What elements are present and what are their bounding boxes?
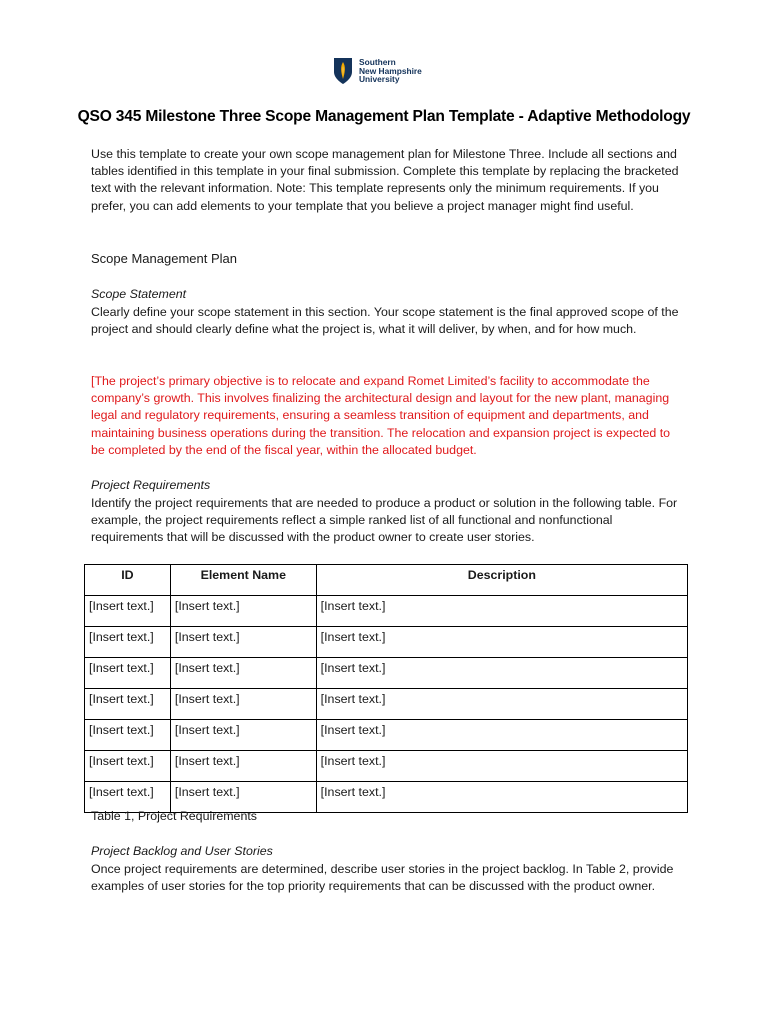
cell-id[interactable]: [Insert text.] [85, 720, 171, 751]
scope-statement-instructions: Clearly define your scope statement in this section. Your scope statement is the final approved scope of the project and should clearly define what the project is, what it will deliver, by when, and for how much. [91, 305, 679, 337]
column-header-element-name: Element Name [170, 565, 316, 596]
cell-description[interactable]: [Insert text.] [316, 689, 687, 720]
cell-description[interactable]: [Insert text.] [316, 751, 687, 782]
cell-description[interactable]: [Insert text.] [316, 782, 687, 813]
cell-id[interactable]: [Insert text.] [85, 658, 171, 689]
university-logo [333, 56, 422, 86]
cell-id[interactable]: [Insert text.] [85, 596, 171, 627]
scope-statement-heading: Scope Statement [91, 287, 187, 301]
logo-line-1: Southern [359, 56, 396, 67]
table-caption: Table 1, Project Requirements [91, 809, 257, 823]
scope-statement-answer[interactable]: [The project’s primary objective is to relocate and expand Romet Limited’s facility to accommodate the company’s growth. This involves finalizing the architectural design and layout for the new plant, managing legal and regulatory requirements, ensuring a seamless transition of equipment and departments, and maintaining business operations during the transition. The relocation and expansion project is expected to be completed by the end of the fiscal year, within the allocated budget. [91, 374, 671, 457]
cell-element-name[interactable]: [Insert text.] [170, 658, 316, 689]
cell-description[interactable]: [Insert text.] [316, 627, 687, 658]
project-requirements-instructions: Identify the project requirements that are needed to produce a product or solution in the following table. For example, the project requirements reflect a simple ranked list of all functional and nonfunctional requirements that will be discussed with the product owner to create user stories. [91, 496, 678, 545]
intro-paragraph: Use this template to create your own scope management plan for Milestone Three. Include all sections and tables identified in this template in your final submission. Complete this template by replacing the bracketed text with the relevant information. Note: This template represents only the minimum requirements. If you prefer, you can add elements to your template that you believe a project manager might find useful. [91, 147, 679, 213]
cell-description[interactable]: [Insert text.] [316, 658, 687, 689]
document-title: QSO 345 Milestone Three Scope Management Plan Template - Adaptive Methodology [77, 108, 691, 125]
table-row [85, 689, 688, 720]
section-heading: Scope Management Plan [91, 251, 237, 266]
column-header-id: ID [85, 565, 171, 596]
table-row [85, 751, 688, 782]
cell-element-name[interactable]: [Insert text.] [170, 751, 316, 782]
cell-description[interactable]: [Insert text.] [316, 720, 687, 751]
logo-line-3: University [359, 74, 400, 85]
table-row [85, 596, 688, 627]
cell-element-name[interactable]: [Insert text.] [170, 720, 316, 751]
backlog-instructions: Once project requirements are determined, describe user stories in the project backlog. In Table 2, provide examples of user stories for the top priority requirements that can be discussed with the product owner. [91, 862, 674, 894]
cell-id[interactable]: [Insert text.] [85, 751, 171, 782]
backlog-heading: Project Backlog and User Stories [91, 844, 273, 858]
snhu-shield-icon [333, 57, 353, 85]
table-row [85, 658, 688, 689]
cell-element-name[interactable]: [Insert text.] [170, 596, 316, 627]
logo-line-2: New Hampshire [359, 65, 422, 76]
project-requirements-heading: Project Requirements [91, 478, 211, 492]
logo-wordmark [359, 58, 422, 84]
table-row [85, 627, 688, 658]
table-row [85, 782, 688, 813]
cell-id[interactable]: [Insert text.] [85, 627, 171, 658]
cell-id[interactable]: [Insert text.] [85, 782, 171, 813]
cell-element-name[interactable]: [Insert text.] [170, 627, 316, 658]
table-header-row [85, 565, 688, 596]
table-row [85, 720, 688, 751]
cell-element-name[interactable]: [Insert text.] [170, 782, 316, 813]
cell-description[interactable]: [Insert text.] [316, 596, 687, 627]
requirements-table [84, 564, 688, 813]
column-header-description: Description [316, 565, 687, 596]
cell-id[interactable]: [Insert text.] [85, 689, 171, 720]
cell-element-name[interactable]: [Insert text.] [170, 689, 316, 720]
